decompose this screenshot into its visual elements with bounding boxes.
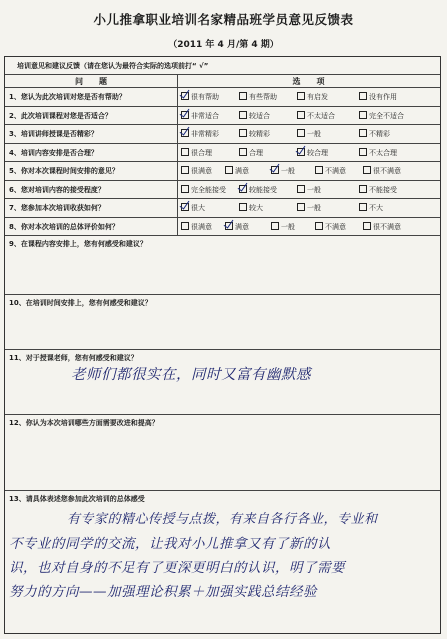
open-question-label: 11、对于授课老师，您有何感受和建议？ — [9, 354, 138, 362]
empty-box-icon — [181, 148, 189, 156]
empty-box-icon — [359, 129, 367, 137]
empty-box-icon — [363, 166, 371, 174]
option-checkbox[interactable] — [239, 199, 263, 217]
option-checkbox[interactable] — [297, 107, 335, 125]
column-divider — [177, 218, 178, 236]
option-label: 不满意 — [325, 222, 346, 231]
open-question-row — [5, 295, 440, 350]
option-checkbox[interactable] — [359, 199, 383, 217]
option-label: 一般 — [281, 167, 295, 175]
column-divider — [177, 162, 178, 180]
question-row — [5, 199, 440, 218]
question-label: 1、您认为此次培训对您是否有帮助？ — [9, 93, 126, 101]
column-divider — [177, 181, 178, 199]
empty-box-icon — [239, 203, 247, 211]
option-checkbox[interactable] — [239, 107, 270, 125]
option-label: 完全不适合 — [369, 111, 404, 120]
option-label: 很合理 — [191, 148, 212, 157]
column-divider — [177, 107, 178, 125]
open-question-row — [5, 350, 440, 415]
instruction-text: 培训意见和建议反馈（请在您认为最符合实际的选项前打“ √” — [17, 62, 209, 70]
options-column-header: 选 项 — [292, 77, 325, 86]
option-label: 不大 — [369, 204, 383, 212]
option-label: 有启发 — [307, 93, 328, 101]
open-question-label: 10、在培训时间安排上，您有何感受和建议？ — [9, 299, 152, 307]
option-label: 不能接受 — [369, 185, 397, 194]
checked-box-icon — [181, 129, 189, 137]
open-question-row — [5, 236, 440, 295]
empty-box-icon — [359, 203, 367, 211]
option-checkbox[interactable] — [297, 181, 321, 199]
option-checkbox[interactable] — [181, 218, 212, 236]
option-label: 不太适合 — [307, 111, 335, 120]
handwritten-answer: 有专家的精心传授与点拨，有来自各行各业，专业和 — [67, 512, 378, 527]
option-label: 较适合 — [249, 111, 270, 120]
open-question-row — [5, 415, 440, 491]
option-checkbox[interactable] — [315, 218, 346, 236]
option-label: 较合理 — [307, 148, 328, 157]
option-label: 没有作用 — [369, 93, 397, 101]
option-checkbox[interactable] — [363, 218, 401, 236]
open-question-label: 13、请具体表述您参加此次培训的总体感受 — [9, 495, 145, 503]
checked-box-icon — [181, 111, 189, 119]
open-question-label: 12、你认为本次培训哪些方面需要改进和提高？ — [9, 419, 159, 427]
option-label: 很不满意 — [373, 222, 401, 231]
handwritten-answer: 努力的方向——加强理论积累＋加强实践总结经验 — [9, 584, 317, 600]
column-divider — [177, 88, 178, 106]
empty-box-icon — [225, 166, 233, 174]
option-label: 很满意 — [191, 222, 212, 231]
feedback-form — [4, 56, 441, 634]
option-checkbox[interactable] — [181, 144, 212, 162]
option-checkbox[interactable] — [271, 218, 295, 236]
empty-box-icon — [239, 129, 247, 137]
column-divider — [177, 144, 178, 162]
question-label: 5、你对本次课程时间安排的意见？ — [9, 167, 119, 175]
option-label: 满意 — [235, 167, 249, 175]
checked-box-icon — [239, 185, 247, 193]
question-label: 4、培训内容安排是否合理？ — [9, 148, 98, 157]
option-checkbox[interactable] — [181, 125, 219, 143]
form-title: 小儿推拿职业培训名家精品班学员意见反馈表 — [93, 12, 354, 27]
form-subtitle: （2011 年 4 月/第 4 期） — [168, 40, 279, 50]
option-checkbox[interactable] — [225, 218, 249, 236]
option-checkbox[interactable] — [239, 144, 263, 162]
option-checkbox[interactable] — [297, 88, 328, 106]
option-label: 较精彩 — [249, 130, 270, 138]
option-checkbox[interactable] — [363, 162, 401, 180]
empty-box-icon — [359, 185, 367, 193]
option-checkbox[interactable] — [181, 88, 219, 106]
option-checkbox[interactable] — [297, 144, 328, 162]
option-label: 很大 — [191, 204, 205, 212]
empty-box-icon — [297, 185, 305, 193]
open-question-row — [5, 491, 440, 633]
option-label: 很有帮助 — [191, 93, 219, 101]
option-label: 有些帮助 — [249, 93, 277, 101]
option-checkbox[interactable] — [181, 199, 205, 217]
option-label: 不太合理 — [369, 148, 397, 157]
option-label: 较大 — [249, 204, 263, 212]
option-checkbox[interactable] — [359, 181, 397, 199]
option-checkbox[interactable] — [225, 162, 249, 180]
option-checkbox[interactable] — [359, 88, 397, 106]
question-row — [5, 125, 440, 144]
option-checkbox[interactable] — [181, 181, 226, 199]
option-label: 不精彩 — [369, 130, 390, 138]
empty-box-icon — [315, 166, 323, 174]
empty-box-icon — [239, 92, 247, 100]
empty-box-icon — [271, 222, 279, 230]
option-label: 很满意 — [191, 167, 212, 175]
empty-box-icon — [363, 222, 371, 230]
option-label: 完全能接受 — [191, 185, 226, 194]
empty-box-icon — [359, 148, 367, 156]
empty-box-icon — [181, 222, 189, 230]
instruction-row — [5, 57, 440, 75]
option-checkbox[interactable] — [181, 162, 212, 180]
question-column-header: 问 题 — [5, 75, 178, 88]
option-label: 一般 — [307, 130, 321, 138]
handwritten-answer: 不专业的同学的交流，让我对小儿推拿又有了新的认 — [9, 536, 331, 552]
question-row — [5, 107, 440, 126]
option-label: 满意 — [235, 222, 249, 231]
checked-box-icon — [181, 92, 189, 100]
option-checkbox[interactable] — [359, 107, 404, 125]
handwritten-answer: 老师们都很实在，同时又富有幽默感 — [71, 367, 311, 383]
question-row — [5, 162, 440, 181]
question-row — [5, 181, 440, 200]
option-label: 非常适合 — [191, 111, 219, 120]
checked-box-icon — [225, 222, 233, 230]
question-row — [5, 144, 440, 163]
question-label: 7、您参加本次培训收获如何？ — [9, 204, 105, 212]
empty-box-icon — [181, 166, 189, 174]
empty-box-icon — [297, 92, 305, 100]
empty-box-icon — [297, 111, 305, 119]
open-question-label: 9、在课程内容安排上，您有何感受和建议？ — [9, 240, 147, 248]
option-label: 一般 — [281, 222, 295, 231]
empty-box-icon — [359, 92, 367, 100]
question-label: 6、您对培训内容的接受程度？ — [9, 185, 105, 194]
handwritten-answer: 识，也对自身的不足有了更深更明白的认识，明了需要 — [9, 560, 345, 576]
option-checkbox[interactable] — [271, 162, 295, 180]
question-label: 8、你对本次培训的总体评价如何？ — [9, 222, 119, 231]
empty-box-icon — [239, 148, 247, 156]
option-checkbox[interactable] — [315, 162, 346, 180]
checked-box-icon — [271, 166, 279, 174]
column-divider — [177, 125, 178, 143]
question-label: 3、培训讲师授课是否精彩？ — [9, 130, 98, 138]
empty-box-icon — [315, 222, 323, 230]
option-checkbox[interactable] — [359, 144, 397, 162]
option-label: 较能接受 — [249, 185, 277, 194]
option-checkbox[interactable] — [359, 125, 390, 143]
option-checkbox[interactable] — [297, 125, 321, 143]
option-checkbox[interactable] — [181, 107, 219, 125]
column-divider — [177, 199, 178, 217]
empty-box-icon — [239, 111, 247, 119]
empty-box-icon — [359, 111, 367, 119]
option-checkbox[interactable] — [239, 125, 270, 143]
option-label: 一般 — [307, 204, 321, 212]
option-label: 一般 — [307, 185, 321, 194]
option-label: 不满意 — [325, 167, 346, 175]
question-row — [5, 218, 440, 237]
checked-box-icon — [181, 203, 189, 211]
checked-box-icon — [297, 148, 305, 156]
option-label: 很不满意 — [373, 167, 401, 175]
option-checkbox[interactable] — [239, 88, 277, 106]
table-header — [5, 75, 440, 88]
option-checkbox[interactable] — [239, 181, 277, 199]
option-label: 非常精彩 — [191, 130, 219, 138]
empty-box-icon — [297, 203, 305, 211]
question-row — [5, 88, 440, 107]
option-checkbox[interactable] — [297, 199, 321, 217]
empty-box-icon — [181, 185, 189, 193]
empty-box-icon — [297, 129, 305, 137]
option-label: 合理 — [249, 148, 263, 157]
question-label: 2、此次培训课程对您是否适合？ — [9, 111, 112, 120]
